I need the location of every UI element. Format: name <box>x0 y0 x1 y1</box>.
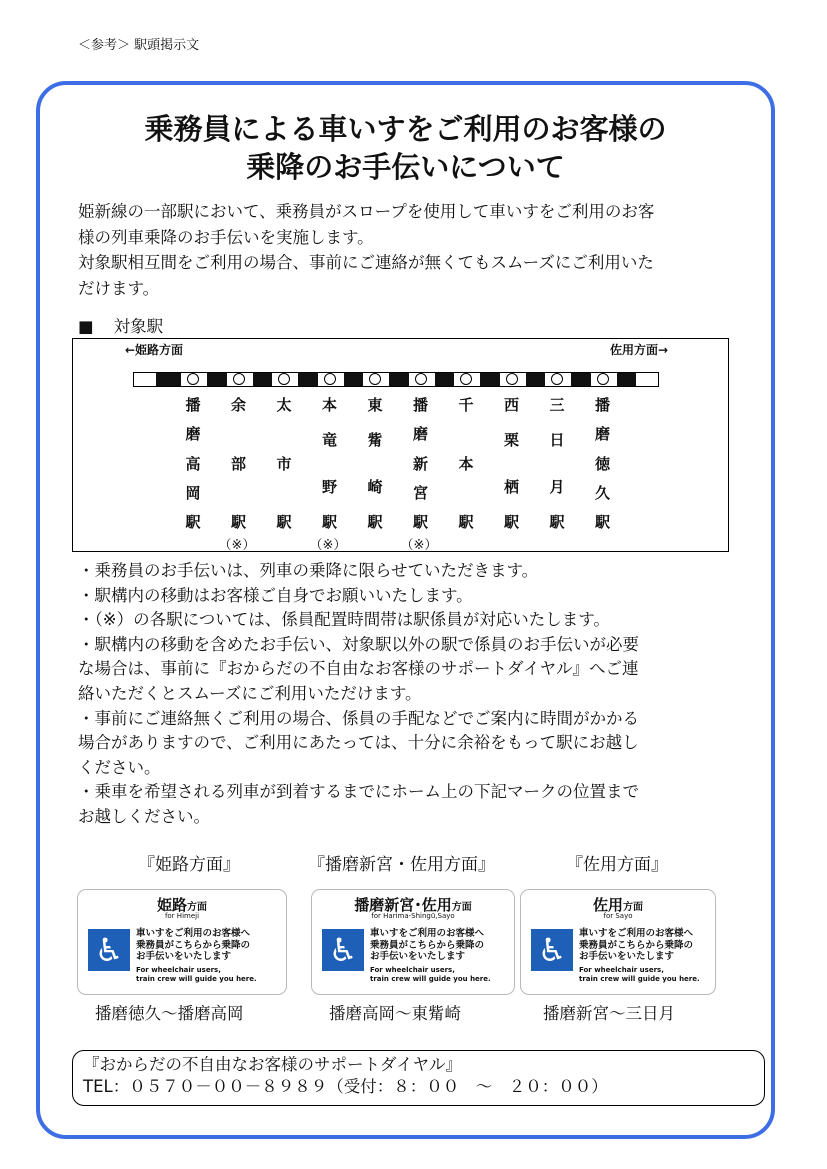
note-line: ・事前にご連絡無くご利用の場合、係員の手配などでご案内に時間がかかる <box>78 708 639 728</box>
sign-dest-text: 佐用 <box>592 896 623 914</box>
note-line: ・駅構内の移動を含めたお手伝い、対象駅以外の駅で係員のお手伝いが必要 <box>78 634 639 654</box>
station-marker <box>272 373 298 386</box>
sign-label-himeji: 『姫路方面』 <box>138 855 240 875</box>
sign-en-line: train crew will guide you here. <box>136 975 257 983</box>
station-name-char: 竜 <box>321 431 337 450</box>
station-marker <box>318 373 344 386</box>
sign-japanese-text <box>370 928 484 963</box>
sign-range-shingu-sayo: 播磨高岡～東觜崎 <box>329 1004 461 1023</box>
station-name-char: 本 <box>458 454 474 473</box>
sign-destination-en: for Harima-Shingū,Sayo <box>371 912 455 920</box>
station-name-char: 駅 <box>321 513 337 532</box>
station-marker <box>409 373 435 386</box>
station-name-char: 播 <box>412 396 428 414</box>
station-marker <box>454 373 480 386</box>
station-name-char: 高 <box>185 454 201 473</box>
station-name-char: 駅 <box>503 513 519 532</box>
wheelchair-icon: ♿ <box>88 929 130 971</box>
sign-en-line: For wheelchair users, <box>370 966 455 974</box>
sign-destination-en: for Himeji <box>164 912 200 920</box>
notice-title-line-1: 乗務員による車いすをご利用のお客様の <box>144 112 667 146</box>
station-name-char: 磨 <box>185 425 201 444</box>
sign-english-text <box>136 966 257 984</box>
sign-dest-text: 播磨新宮･佐用 <box>354 896 452 914</box>
station-name-char: 久 <box>594 483 610 502</box>
sign-dest-suffix: 方面 <box>623 902 643 913</box>
support-dial-box <box>72 1050 765 1106</box>
sign-range-himeji: 播磨徳久～播磨高岡 <box>95 1004 244 1023</box>
sign-english-text <box>370 966 491 984</box>
note-line: ・乗車を希望される列車が到着するまでにホーム上の下記マークの位置まで <box>78 782 639 802</box>
station-name-char: 駅 <box>185 513 201 532</box>
sign-jp-line: お手伝いをいたします <box>136 951 232 962</box>
station-name-char: 崎 <box>367 478 383 497</box>
section-heading <box>78 313 163 337</box>
support-dial-phone: TEL：０５７０－００－８９８９（受付：８：００ ～ ２０：００） <box>83 1077 608 1096</box>
direction-right-label: 佐用方面→ <box>609 343 668 357</box>
sign-english-text <box>579 966 700 984</box>
station-name-char: 駅 <box>458 513 474 532</box>
note-line: お越しください。 <box>78 806 210 826</box>
sign-range-sayo: 播磨新宮～三日月 <box>543 1004 675 1023</box>
note-line: 場合がありますので、ご利用にあたっては、十分に余裕をもって駅にお越し <box>78 733 639 753</box>
station-name-char: 三 <box>549 396 565 414</box>
sign-en-line: train crew will guide you here. <box>370 975 491 983</box>
sign-jp-line: 車いすをご利用のお客様へ <box>370 928 485 939</box>
station-marker <box>227 373 253 386</box>
track-end-left <box>134 373 156 386</box>
station-name-char: 野 <box>321 478 337 497</box>
station-name-char: 余 <box>230 396 246 414</box>
reference-label: ＜参考＞ 駅頭掲示文 <box>78 38 200 53</box>
station-name-char: 駅 <box>230 513 246 532</box>
sign-label-shingu-sayo: 『播磨新宮・佐用方面』 <box>308 855 495 875</box>
sign-japanese-text <box>579 928 693 963</box>
station-name-char: 本 <box>321 396 337 414</box>
rail-track <box>133 372 659 387</box>
sign-jp-line: 乗務員がこちらから乗降の <box>370 939 485 951</box>
station-name-char: 新 <box>412 454 428 473</box>
wheelchair-icon: ♿ <box>531 929 573 971</box>
station-name-char: 岡 <box>185 483 201 502</box>
sign-dest-suffix: 方面 <box>187 902 207 913</box>
station-name-char: 磨 <box>412 425 428 444</box>
sign-label-sayo: 『佐用方面』 <box>566 855 668 875</box>
sign-jp-line: 車いすをご利用のお客様へ <box>136 928 251 939</box>
station-marker <box>181 373 207 386</box>
station-name-char: 徳 <box>594 454 610 473</box>
route-map <box>72 338 729 552</box>
station-name-char: 太 <box>276 396 292 414</box>
platform-sign-shingu-sayo <box>311 889 515 995</box>
wheelchair-icon: ♿ <box>322 929 364 971</box>
sign-jp-line: お手伝いをいたします <box>370 951 466 962</box>
station-name-char: 駅 <box>594 513 610 532</box>
station-marker <box>363 373 389 386</box>
sign-destination-en: for Sayo <box>603 912 633 920</box>
station-name-char: 部 <box>230 454 246 473</box>
intro-line: 対象駅相互間をご利用の場合、事前にご連絡が無くてもスムーズにご利用いた <box>78 253 654 272</box>
note-line: ・（※）の各駅については、係員配置時間帯は駅係員が対応いたします。 <box>78 610 610 630</box>
station-name-char: 東 <box>367 396 383 414</box>
sign-jp-line: お手伝いをいたします <box>579 951 675 962</box>
intro-line: 様の列車乗降のお手伝いを実施します。 <box>78 227 374 247</box>
note-line: ・駅構内の移動はお客様ご自身でお願いいたします。 <box>78 585 473 605</box>
intro-paragraph <box>78 199 758 301</box>
station-name-char: 月 <box>549 478 565 497</box>
section-marker: ■ <box>78 317 94 336</box>
note-line: ・乗務員のお手伝いは、列車の乗降に限らせていただきます。 <box>78 561 539 580</box>
intro-line: だけます。 <box>78 278 160 298</box>
sign-japanese-text <box>136 928 250 963</box>
station-marker <box>591 373 617 386</box>
sign-dest-suffix: 方面 <box>451 902 472 913</box>
station-name-char: 宮 <box>412 483 428 502</box>
sign-jp-line: 乗務員がこちらから乗降の <box>579 939 694 951</box>
note-line: な場合は、事前に『おからだの不自由なお客様のサポートダイヤル』へご連 <box>78 659 639 679</box>
station-name-char: 播 <box>185 396 201 414</box>
station-name-char: 駅 <box>367 513 383 532</box>
platform-sign-sayo <box>520 889 716 995</box>
station-name-char: 播 <box>594 396 610 414</box>
support-dial-title: 『おからだの不自由なお客様のサポートダイヤル』 <box>83 1055 463 1074</box>
sign-jp-line: 車いすをご利用のお客様へ <box>579 928 694 939</box>
intro-line: 姫新線の一部駅において、乗務員がスロープを使用して車いすをご利用のお客 <box>78 202 655 221</box>
notice-title-line-2: 乗降のお手伝いについて <box>246 150 565 184</box>
staffed-station-mark: （※） <box>309 538 347 553</box>
section-title: 対象駅 <box>113 317 164 336</box>
platform-sign-himeji <box>77 889 287 995</box>
sign-en-line: train crew will guide you here. <box>579 975 700 983</box>
station-name-char: 栗 <box>503 431 519 450</box>
note-line: ください。 <box>78 757 161 777</box>
sign-en-line: For wheelchair users, <box>579 966 664 974</box>
station-name-char: 駅 <box>412 513 428 532</box>
station-name-char: 日 <box>549 431 565 450</box>
note-line: 絡いただくとスムーズにご利用いただけます。 <box>78 683 422 703</box>
station-marker <box>545 373 571 386</box>
station-name-char: 駅 <box>549 513 565 532</box>
sign-dest-text: 姫路 <box>156 896 187 914</box>
station-name-char: 觜 <box>367 431 383 450</box>
staffed-station-mark: （※） <box>400 538 438 553</box>
staffed-station-mark: （※） <box>218 538 256 553</box>
station-name-char: 西 <box>503 396 519 414</box>
station-name-char: 磨 <box>594 425 610 444</box>
station-name-char: 栖 <box>503 478 519 497</box>
notes-list <box>78 559 748 830</box>
direction-left-label: ←姫路方面 <box>125 343 184 357</box>
track-end-right <box>636 373 658 386</box>
station-name-char: 駅 <box>276 513 292 532</box>
sign-en-line: For wheelchair users, <box>136 966 221 974</box>
sign-jp-line: 乗務員がこちらから乗降の <box>136 939 251 951</box>
station-name-char: 千 <box>458 396 474 414</box>
station-name-char: 市 <box>276 454 292 473</box>
station-marker <box>500 373 526 386</box>
